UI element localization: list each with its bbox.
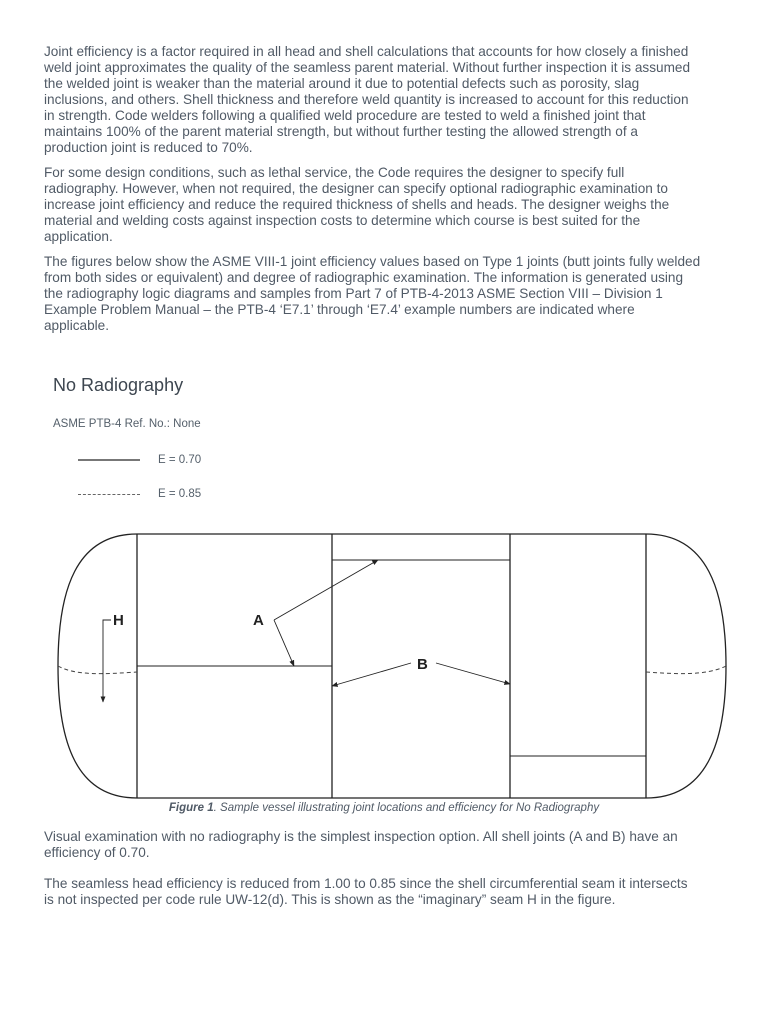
intro-paragraph-1 [44,44,734,156]
caption-prefix: Figure 1 [168,802,214,814]
label-b: B [417,656,428,673]
vessel-figure [56,530,736,802]
text-line: the welded joint is weaker than the material around it due to potential defects such as porosity, slag [44,76,640,91]
figure-caption [0,802,768,814]
text-line: efficiency of 0.70. [44,845,150,860]
legend-solid-label: E = 0.70 [158,454,202,466]
after-paragraph-1 [44,829,734,861]
text-line: The figures below show the ASME VIII-1 joint efficiency values based on Type 1 joints (butt joints fully welded [44,254,701,269]
section-title: No Radiography [53,375,184,395]
imaginary-seam-h [58,666,726,674]
after-paragraph-2 [44,876,734,908]
intro-paragraph-2 [44,165,734,245]
legend-dashed-label: E = 0.85 [158,488,202,500]
label-a: A [253,612,264,629]
intro-paragraph-3 [44,254,734,334]
text-line: in strength. Code welders following a qualified weld procedure are tested to weld a finished joint that [44,108,646,123]
text-line: maintains 100% of the parent material strength, but without further testing the allowed strength of a [44,124,638,139]
text-line: the radiography logic diagrams and samples from Part 7 of PTB-4-2013 ASME Section VIII – Division 1 [44,286,663,301]
text-line: The seamless head efficiency is reduced from 1.00 to 0.85 since the shell circumferential seam it intersects [44,876,688,891]
text-line: is not inspected per code rule UW-12(d). This is shown as the “imaginary” seam H in the figure. [44,892,616,907]
left-head [58,534,137,798]
leader-lines [103,560,510,702]
text-line: from both sides or equivalent) and degree of radiographic examination. The information is generated using [44,270,684,285]
text-line: application. [44,229,113,244]
right-head [646,534,726,798]
legend-dashed [78,487,201,501]
label-h: H [113,612,124,629]
legend-solid [78,453,201,467]
text-line: increase joint efficiency and reduce the required thickness of shells and heads. The designer weighs the [44,197,670,212]
text-line: For some design conditions, such as lethal service, the Code requires the designer to specify full [44,165,625,180]
ptb-reference: ASME PTB-4 Ref. No.: None [53,418,201,430]
text-line: Example Problem Manual – the PTB-4 ‘E7.1’ through ‘E7.4’ example numbers are indicated where [44,302,635,317]
longitudinal-seams [137,560,646,756]
caption-text: . Sample vessel illustrating joint locations and efficiency for No Radiography [213,802,600,814]
text-line: Visual examination with no radiography is the simplest inspection option. All shell joints (A and B) have an [44,829,678,844]
text-line: material and welding costs against inspection costs to determine which course is best suited for the [44,213,641,228]
solid-line-swatch [78,459,140,461]
dashed-line-swatch [78,494,140,495]
text-line: radiography. However, when not required, the designer can specify optional radiographic examination to [44,181,668,196]
text-line: applicable. [44,318,109,333]
text-line: inclusions, and others. Shell thickness and therefore weld quantity is increased to account for this reduction [44,92,689,107]
text-line: weld joint approximates the quality of the seamless parent material. Without further inspection it is assumed [44,60,691,75]
intro-text [44,44,734,343]
text-line: production joint is reduced to 70%. [44,140,253,155]
text-line: Joint efficiency is a factor required in all head and shell calculations that accounts for how closely a finished [44,44,689,59]
